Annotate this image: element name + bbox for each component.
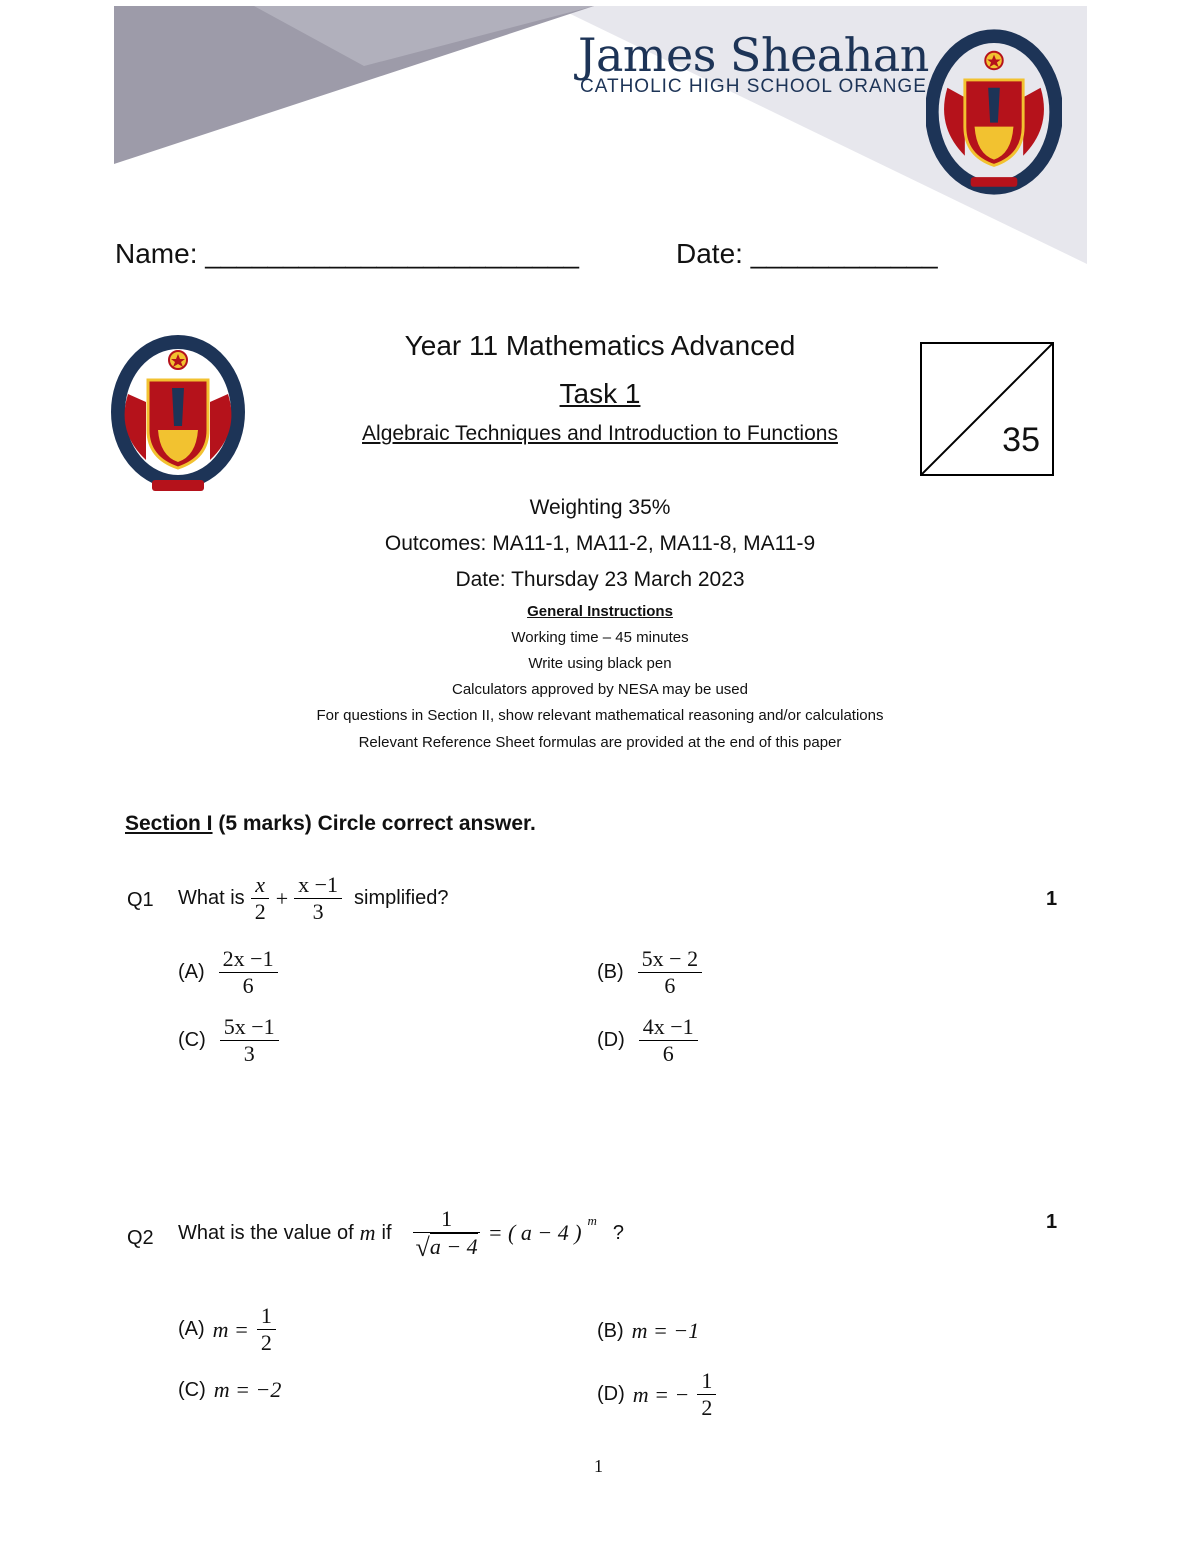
- q2-text: [178, 1206, 624, 1261]
- exam-title: Year 11 Mathematics Advanced: [404, 330, 796, 361]
- exam-task: Task 1: [559, 378, 641, 409]
- date-field[interactable]: Date: ____________: [676, 238, 938, 269]
- instruction-item: Working time – 45 minutes: [511, 629, 689, 646]
- section-description: (5 marks) Circle correct answer.: [212, 812, 536, 835]
- q2-fraction: 1 √ a − 4: [412, 1206, 482, 1261]
- section-heading: [125, 812, 536, 836]
- q2-prefix: What is the value of: [178, 1221, 354, 1244]
- q1-option-b[interactable]: (B) $\frac{5x - 2}{6}$: [597, 946, 702, 1000]
- q2-exponent: m: [587, 1213, 597, 1229]
- page-number: 1: [594, 1456, 603, 1476]
- name-field[interactable]: Name: ________________________: [115, 238, 579, 269]
- mark-box: [920, 342, 1054, 476]
- q1-plus: +: [275, 885, 289, 911]
- instructions-heading: General Instructions: [527, 603, 673, 620]
- exam-topic: Algebraic Techniques and Introduction to Functions: [362, 422, 838, 445]
- q2-number: Q2: [127, 1227, 154, 1249]
- school-crest-logo: [926, 28, 1062, 196]
- q2-option-d[interactable]: (D) m = − $\frac{1}{2}$: [597, 1368, 716, 1422]
- school-name: James Sheahan: [578, 28, 929, 82]
- instruction-item: For questions in Section II, show relevant mathematical reasoning and/or calculations: [316, 707, 884, 724]
- q1-prefix: What is: [178, 887, 245, 910]
- school-subtitle: CATHOLIC HIGH SCHOOL ORANGE: [580, 76, 927, 97]
- outcomes: Outcomes: MA11-1, MA11-2, MA11-8, MA11-9: [384, 532, 816, 555]
- q1-number: Q1: [127, 889, 154, 911]
- section-label: Section I: [125, 812, 213, 835]
- q2-option-b[interactable]: (B) m = −1: [597, 1318, 700, 1343]
- q2-variable: m: [359, 1220, 376, 1246]
- instruction-item: Relevant Reference Sheet formulas are provided at the end of this paper: [358, 734, 842, 751]
- mark-total: 35: [1002, 421, 1040, 459]
- q2-marks: 1: [1046, 1211, 1058, 1233]
- q2-option-a[interactable]: (A) m = $\frac{1}{2}$: [178, 1303, 276, 1357]
- q1-suffix: simplified?: [354, 887, 449, 910]
- instruction-item: Write using black pen: [528, 655, 672, 672]
- q1-option-a[interactable]: (A) $\frac{2x -1}{6}$: [178, 946, 278, 1000]
- q1-text: [178, 872, 449, 926]
- q1-fraction-1: $\frac{x}{2}$: [251, 872, 270, 926]
- instruction-item: Calculators approved by NESA may be used: [452, 681, 748, 698]
- q2-option-c[interactable]: (C) m = −2: [178, 1377, 282, 1402]
- q1-option-c[interactable]: (C) $\frac{5x -1}{3}$: [178, 1014, 279, 1068]
- q2-rhs: = ( a − 4 ): [487, 1220, 582, 1246]
- q2-if: if: [381, 1221, 392, 1244]
- exam-date: Date: Thursday 23 March 2023: [455, 568, 745, 591]
- sqrt-icon: √: [415, 1232, 430, 1262]
- weighting: Weighting 35%: [529, 496, 671, 519]
- q1-marks: 1: [1046, 888, 1058, 910]
- q1-fraction-2: $\frac{x -1}{3}$: [294, 872, 342, 926]
- q2-suffix: ?: [612, 1221, 625, 1244]
- q1-option-d[interactable]: (D) $\frac{4x -1}{6}$: [597, 1014, 698, 1068]
- school-crest-small: [108, 332, 248, 496]
